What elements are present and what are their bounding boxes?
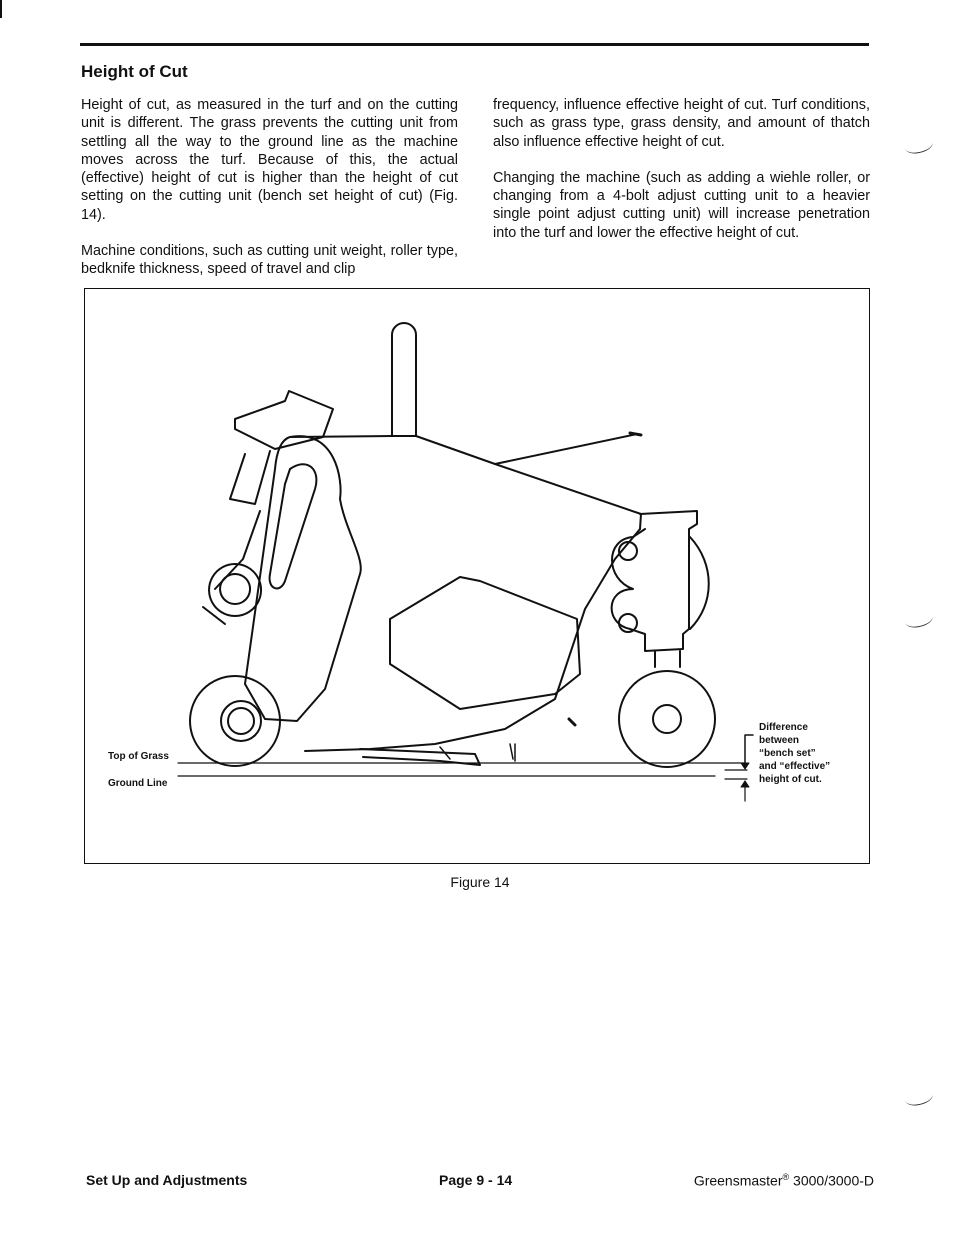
- difference-label-line: “bench set”: [759, 748, 816, 759]
- ground-line-label: Ground Line: [108, 778, 168, 789]
- difference-label-line: between: [759, 735, 800, 746]
- difference-label: [759, 721, 830, 786]
- footer-page-number: Page 9 - 14: [439, 1172, 513, 1188]
- figure-14-frame: [84, 288, 870, 864]
- frame-top: [290, 436, 641, 529]
- difference-label-line: and “effective”: [759, 761, 831, 772]
- paragraph: Height of cut, as measured in the turf and on the cutting unit is different. The grass prevents the cutting unit from settling all the way to the ground line as the machine moves across the turf. Because of this, the actual (effective) height of cut is higher than the height of cut setting on the cutting unit (bench set height of cut) (Fig. 14).: [81, 97, 458, 223]
- cutting-unit-illustration: [85, 289, 871, 865]
- handle-bar: [495, 434, 637, 464]
- footer-brand: Greensmaster: [693, 1172, 783, 1189]
- text-column-left: [81, 96, 458, 297]
- rear-yoke: [612, 511, 697, 651]
- paragraph: frequency, influence effective height of cut. Turf conditions, such as grass type, grass density, and amount of thatch also influence effective height of cut.: [493, 97, 870, 150]
- difference-label-line: height of cut.: [759, 774, 822, 785]
- footer-product-name: [694, 1172, 874, 1189]
- front-bracket-ring: [209, 564, 261, 616]
- adjust-slot: [270, 464, 317, 588]
- top-of-grass-label: Top of Grass: [108, 751, 169, 762]
- front-roller: [190, 676, 280, 766]
- difference-label-line: Difference: [759, 722, 808, 733]
- figure-caption: Figure 14: [450, 874, 510, 890]
- paragraph: Machine conditions, such as cutting unit weight, roller type, bedknife thickness, speed of travel and clip: [81, 243, 458, 278]
- rear-roller: [619, 671, 715, 767]
- frame-opening: [390, 577, 580, 709]
- footer-section-title: Set Up and Adjustments: [86, 1172, 248, 1188]
- scan-margin-mark: [904, 1087, 935, 1108]
- frame-bottom: [305, 529, 640, 751]
- header-rule: [80, 43, 869, 46]
- paragraph: Changing the machine (such as adding a wiehle roller, or changing from a 4-bolt adjust cutting unit to a heavier single point adjust cutting unit) will increase penetration into the turf and lower the effective height of cut.: [493, 169, 870, 241]
- registered-mark: ®: [782, 1172, 790, 1182]
- scan-edge-mark: [0, 0, 2, 18]
- scan-margin-mark: [904, 609, 935, 630]
- footer-model: 3000/3000-D: [789, 1172, 874, 1189]
- text-column-right: [493, 96, 870, 260]
- upright-post: [392, 323, 416, 436]
- section-heading: Height of Cut: [81, 62, 188, 81]
- scan-margin-mark: [904, 135, 935, 156]
